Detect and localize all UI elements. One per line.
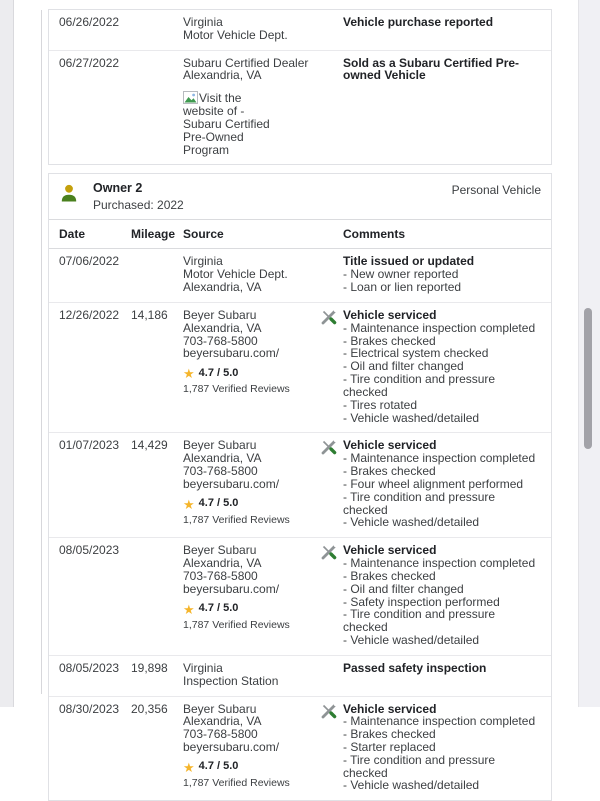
comment-item: - Oil and filter changed <box>343 581 464 596</box>
rating-score: 4.7 / 5.0 <box>198 602 239 615</box>
table-row <box>49 10 551 50</box>
comment-item: - Vehicle washed/detailed <box>343 633 480 648</box>
dealer-rating <box>183 761 313 789</box>
source-line: Alexandria, VA <box>183 556 262 571</box>
source-line: Alexandria, VA <box>183 451 262 466</box>
comment-item: - Vehicle washed/detailed <box>343 515 480 530</box>
comment-item: - Brakes checked <box>343 464 436 479</box>
owner-icon <box>59 183 79 203</box>
star-icon: ★ <box>183 496 195 512</box>
comments-cell <box>319 57 541 157</box>
star-icon: ★ <box>183 601 195 617</box>
table-row <box>49 50 551 165</box>
rating-score: 4.7 / 5.0 <box>198 366 239 379</box>
source-cell <box>183 57 319 157</box>
comments-cell <box>319 16 541 42</box>
comments-cell <box>319 544 541 647</box>
dealer-website-link[interactable]: beyersubaru.com/ <box>183 476 280 491</box>
source-line: Virginia <box>183 15 223 29</box>
owner-title: Owner 2 <box>93 181 143 196</box>
history-row <box>49 655 551 696</box>
comment-item: - Tire condition and pressure checked <box>343 372 496 399</box>
star-icon: ★ <box>183 759 195 775</box>
source-cell <box>183 662 319 688</box>
history-row <box>49 432 551 537</box>
mileage-cell: 14,429 <box>131 438 168 453</box>
source-line: Motor Vehicle Dept. <box>183 27 288 42</box>
comment-item: - Tires rotated <box>343 397 418 412</box>
scrollbar-thumb[interactable] <box>584 308 592 449</box>
dealer-website-link[interactable] <box>183 91 283 156</box>
mileage-cell: 20,356 <box>131 701 168 716</box>
header-source: Source <box>183 226 224 241</box>
page-left-margin <box>0 0 14 707</box>
dealer-website-alt-text: Visit the website of - Subaru Certified Pre-Owned Program <box>183 91 270 157</box>
verified-reviews-link[interactable]: 1,787 Verified Reviews <box>183 618 290 631</box>
history-row <box>49 696 551 801</box>
source-cell <box>183 16 319 42</box>
comment-item: - Brakes checked <box>343 333 436 348</box>
service-icon <box>319 307 339 327</box>
comments-cell <box>319 255 541 293</box>
broken-image-icon <box>183 91 198 104</box>
mileage-cell <box>131 255 183 293</box>
mileage-cell <box>131 544 183 647</box>
date-cell: 12/26/2022 <box>59 307 120 322</box>
records-table-top <box>48 9 552 165</box>
verified-reviews-link[interactable]: 1,787 Verified Reviews <box>183 776 290 789</box>
comment-item: - Vehicle washed/detailed <box>343 410 480 425</box>
page-edge-divider <box>41 10 42 694</box>
source-line: Subaru Certified Dealer <box>183 55 309 70</box>
comment-item: - Electrical system checked <box>343 346 489 361</box>
owner-purchased-label: Purchased: 2022 <box>93 197 184 212</box>
source-line: Beyer Subaru <box>183 701 257 716</box>
comment-item: - Safety inspection performed <box>343 594 500 609</box>
comment-item: - Vehicle washed/detailed <box>343 778 480 793</box>
mileage-cell: 19,898 <box>131 660 168 675</box>
header-date: Date <box>59 226 86 241</box>
comments-cell <box>319 439 541 529</box>
source-line: Virginia <box>183 254 223 269</box>
dealer-website-link[interactable]: beyersubaru.com/ <box>183 581 280 596</box>
source-line: Beyer Subaru <box>183 307 257 322</box>
dealer-website-link[interactable]: beyersubaru.com/ <box>183 739 280 754</box>
service-icon <box>319 701 339 721</box>
comments-cell <box>319 662 541 688</box>
comment-title: Vehicle serviced <box>343 543 437 558</box>
dealer-rating <box>183 603 313 631</box>
source-cell <box>183 439 319 529</box>
source-cell <box>183 309 319 424</box>
date-cell: 08/05/2023 <box>59 660 120 675</box>
date-cell: 08/05/2023 <box>59 543 120 558</box>
source-line: Alexandria, VA <box>183 714 262 729</box>
service-icon <box>319 542 339 562</box>
source-line: Inspection Station <box>183 673 279 688</box>
mileage-cell <box>131 16 183 42</box>
date-cell: 07/06/2022 <box>59 254 120 269</box>
comment-item: - Brakes checked <box>343 568 436 583</box>
date-cell: 08/30/2023 <box>59 701 120 716</box>
owner-text <box>93 182 184 211</box>
history-row <box>49 302 551 432</box>
comment-item: - Tire condition and pressure checked <box>343 489 496 517</box>
comment-item: - Maintenance inspection completed <box>343 320 536 335</box>
comment-title: Sold as a Subaru Certified Pre-owned Vehicle <box>343 55 520 83</box>
source-line: Alexandria, VA <box>183 320 262 335</box>
date-cell: 01/07/2023 <box>59 438 120 453</box>
comments-cell <box>319 309 541 424</box>
comment-title: Vehicle serviced <box>343 438 437 453</box>
comment-title: Title issued or updated <box>343 254 475 269</box>
comment-title: Vehicle serviced <box>343 701 437 716</box>
scrollbar-track[interactable] <box>578 0 600 707</box>
comment-item: - Oil and filter changed <box>343 359 464 374</box>
source-cell <box>183 255 319 293</box>
header-comments: Comments <box>343 226 406 241</box>
source-line: 703-768-5800 <box>183 568 258 583</box>
source-cell <box>183 703 319 793</box>
star-icon: ★ <box>183 366 195 382</box>
mileage-cell: 14,186 <box>131 307 168 322</box>
comment-item: - Maintenance inspection completed <box>343 714 536 729</box>
header-mileage: Mileage <box>131 226 176 241</box>
date-cell: 06/27/2022 <box>59 55 120 70</box>
comment-title: Vehicle serviced <box>343 307 437 322</box>
dealer-rating <box>183 367 313 395</box>
rating-score: 4.7 / 5.0 <box>198 760 239 773</box>
service-icon <box>319 437 339 457</box>
mileage-cell <box>131 57 183 157</box>
comment-title: Passed safety inspection <box>343 660 487 675</box>
comment-item: - Four wheel alignment performed <box>343 476 524 491</box>
comment-item: - New owner reported <box>343 267 459 282</box>
comment-title: Vehicle purchase reported <box>343 15 494 29</box>
comment-item: - Loan or lien reported <box>343 280 462 295</box>
source-line: Motor Vehicle Dept. <box>183 267 288 282</box>
source-cell <box>183 544 319 647</box>
dealer-website-link[interactable]: beyersubaru.com/ <box>183 346 280 361</box>
source-line: Alexandria, VA <box>183 68 262 83</box>
source-line: 703-768-5800 <box>183 464 258 479</box>
report-content <box>48 0 552 801</box>
vehicle-type-label: Personal Vehicle <box>451 183 541 198</box>
comment-item: - Starter replaced <box>343 739 436 754</box>
source-line: Virginia <box>183 660 223 675</box>
comment-item: - Maintenance inspection completed <box>343 451 536 466</box>
source-line: 703-768-5800 <box>183 727 258 742</box>
source-line: Alexandria, VA <box>183 280 262 295</box>
comment-item: - Tire condition and pressure checked <box>343 607 496 635</box>
source-line: Beyer Subaru <box>183 438 257 453</box>
comment-item: - Maintenance inspection completed <box>343 556 536 571</box>
comment-item: - Brakes checked <box>343 727 436 742</box>
history-table-header <box>49 219 551 250</box>
owner-header <box>49 174 551 218</box>
dealer-rating <box>183 498 313 526</box>
verified-reviews-link[interactable]: 1,787 Verified Reviews <box>183 383 290 396</box>
comments-cell <box>319 703 541 793</box>
rating-score: 4.7 / 5.0 <box>198 497 239 510</box>
source-line: Beyer Subaru <box>183 543 257 558</box>
verified-reviews-link[interactable]: 1,787 Verified Reviews <box>183 513 290 526</box>
comment-item: - Tire condition and pressure checked <box>343 752 496 780</box>
date-cell: 06/26/2022 <box>59 15 120 29</box>
history-row <box>49 249 551 301</box>
history-row <box>49 537 551 655</box>
source-line: 703-768-5800 <box>183 333 258 348</box>
